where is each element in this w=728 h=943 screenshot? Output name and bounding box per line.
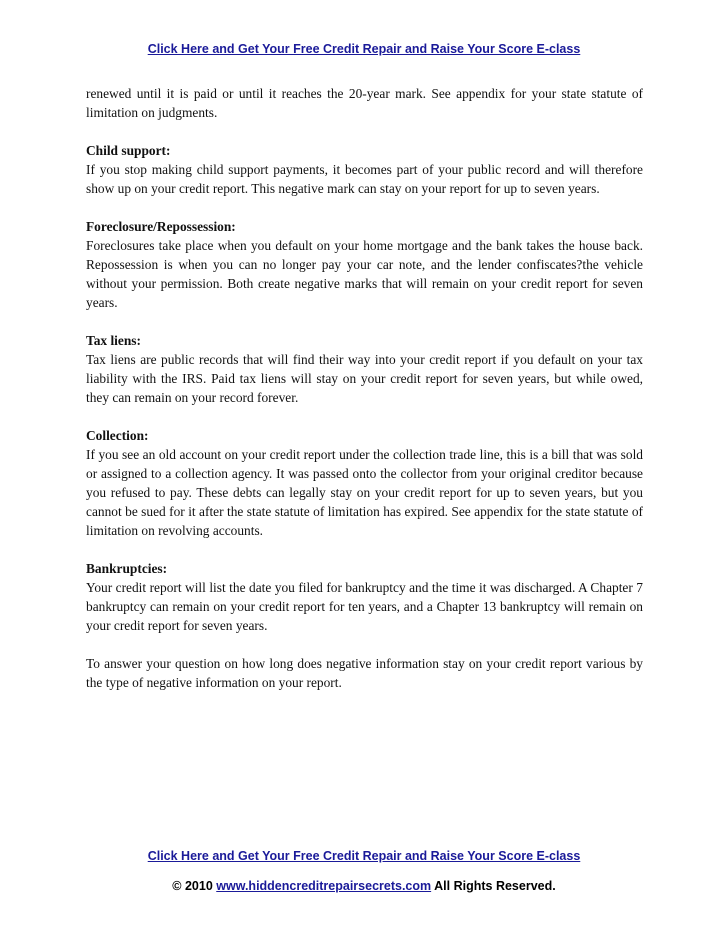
section-foreclosure (86, 217, 643, 312)
intro-paragraph: renewed until it is paid or until it reaches the 20-year mark. See appendix for your state statute of limitation on judgments. (86, 86, 643, 120)
section-bankruptcies (86, 559, 643, 635)
section-body: Your credit report will list the date you filed for bankruptcy and the time it was discharged. A Chapter 7 bankruptcy can remain on your credit report for ten years, and a Chapter 13 bankruptcy will remain on your credit report for seven years. (86, 580, 643, 633)
section-body: If you stop making child support payments, it becomes part of your public record and will therefore show up on your credit report. This negative mark can stay on your report for up to seven years. (86, 162, 643, 196)
section-body: If you see an old account on your credit report under the collection trade line, this is a bill that was sold or assigned to a collection agency. It was passed onto the collector from your original creditor because you refused to pay. These debts can legally stay on your credit report for up to seven years, but you cannot be sued for it after the state statute of limitation has expired. See appendix for the state statute of limitation on revolving accounts. (86, 447, 643, 538)
section-title: Collection: (86, 428, 149, 443)
copyright-suffix: All Rights Reserved. (431, 879, 556, 893)
section-title: Foreclosure/Repossession: (86, 219, 236, 234)
website-link[interactable]: www.hiddencreditrepairsecrets.com (216, 879, 432, 893)
section-collection (86, 426, 643, 540)
section-title: Tax liens: (86, 333, 141, 348)
section-title: Child support: (86, 143, 171, 158)
copyright-prefix: © 2010 (172, 879, 217, 893)
closing-paragraph: To answer your question on how long does negative information stay on your credit report various by the type of negative information on your report. (86, 656, 643, 690)
document-body (86, 84, 643, 711)
section-body: Tax liens are public records that will find their way into your credit report if you default on your tax liability with the IRS. Paid tax liens will stay on your credit report for seven years, but while owed, they can remain on your record forever. (86, 352, 643, 405)
header-promo-link[interactable]: Click Here and Get Your Free Credit Repair and Raise Your Score E-class (147, 42, 581, 56)
footer-promo-link[interactable]: Click Here and Get Your Free Credit Repair and Raise Your Score E-class (147, 849, 581, 863)
section-child-support (86, 141, 643, 198)
section-title: Bankruptcies: (86, 561, 168, 576)
section-tax-liens (86, 331, 643, 407)
section-body: Foreclosures take place when you default on your home mortgage and the bank takes the house back. Repossession is when you can no longer pay your car note, and the lender confiscates?the vehicle without your permission. Both create negative marks that will remain on your credit report for seven years. (86, 238, 643, 310)
copyright-line (0, 879, 728, 893)
